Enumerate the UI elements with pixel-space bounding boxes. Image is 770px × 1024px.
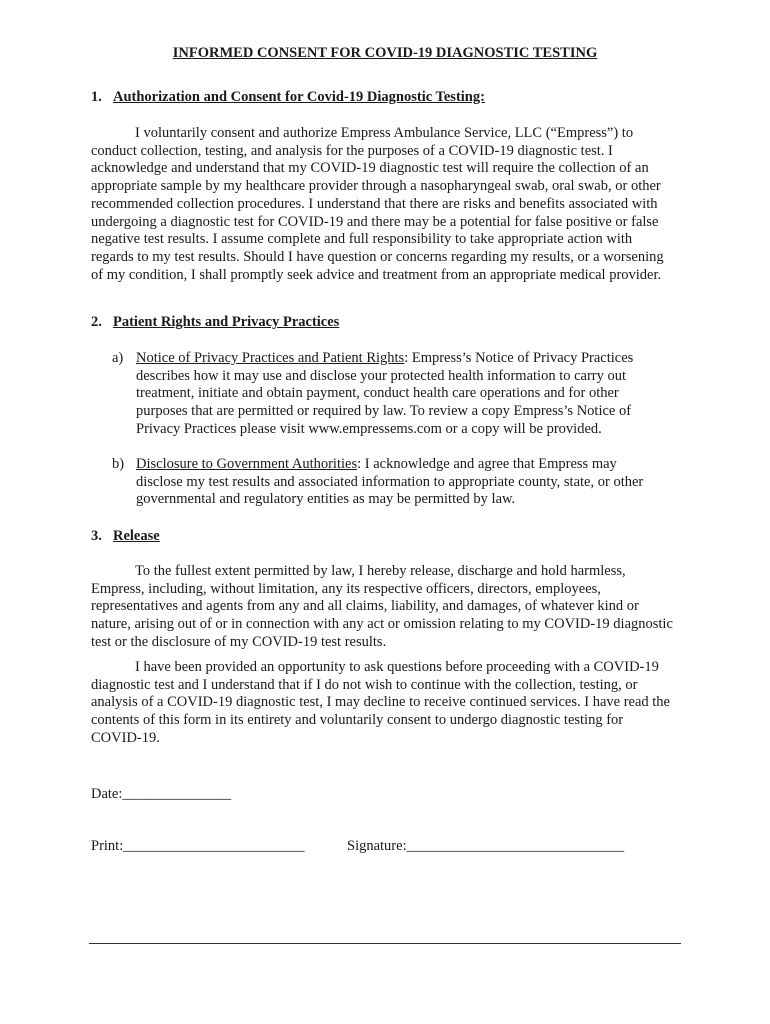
item-a-letter: a)	[112, 350, 124, 366]
section-2-heading	[91, 314, 339, 331]
item-a-text: : Empress’s Notice of Privacy Practices describes how it may use and disclose your protected health information to carry out treatment, initiate and obtain payment, conduct health care operations and for other purposes that are permitted or required by law. To review a copy Empress’s Notice of Privacy Practices please visit www.empressems.com or a copy will be provided.	[136, 350, 634, 437]
item-b-letter: b)	[112, 456, 125, 472]
print-name-field[interactable]: Print:_________________________	[91, 838, 305, 854]
section-3-title: Release	[113, 528, 160, 544]
section-1-title: Authorization and Consent for Covid-19 Diagnostic Testing:	[113, 89, 485, 105]
section-2-item-b	[112, 456, 667, 509]
date-field[interactable]: Date:_______________	[91, 786, 232, 802]
section-1-paragraph: I voluntarily consent and authorize Empress Ambulance Service, LLC (“Empress”) to conduct collection, testing, and analysis for the purposes of a COVID-19 diagnostic test. I acknowledge and understand that my COVID-19 diagnostic test will require the collection of an appropriate sample by my healthcare provider through a nasopharyngeal swab, oral swab, or other recommended collection procedures. I understand that there are risks and benefits associated with undergoing a diagnostic test for COVID-19 and there may be a potential for false positive or false negative test results. I assume complete and full responsibility to take appropriate action with regards to my test results. Should I have question or concerns regarding my results, or a worsening of my condition, I shall promptly seek advice and treatment from an appropriate medical provider.	[91, 125, 664, 283]
section-2-title: Patient Rights and Privacy Practices	[113, 314, 340, 330]
section-2-item-a	[112, 350, 667, 439]
section-3-paragraph-1: To the fullest extent permitted by law, I hereby release, discharge and hold harmless, Empress, including, without limitation, any its respective officers, directors, employees, representatives and agents from any and all claims, liability, and damages, of whatever kind or nature, arising out of or in connection with any act or omission relating to my COVID-19 diagnostic test or the disclosure of my COVID-19 test results.	[91, 563, 673, 650]
footer-rule	[89, 943, 681, 944]
item-a-label: Notice of Privacy Practices and Patient Rights	[136, 350, 405, 366]
section-2-number: 2.	[91, 314, 102, 330]
section-1-heading	[91, 89, 485, 106]
section-3-paragraph-2: I have been provided an opportunity to ask questions before proceeding with a COVID-19 diagnostic test and I understand that if I do not wish to continue with the collection, testing, or analysis of a COVID-19 diagnostic test, I may decline to receive continued services. I have read the contents of this form in its entirety and voluntarily consent to undergo diagnostic testing for COVID-19.	[91, 659, 670, 746]
item-b-text: : I acknowledge and agree that Empress may disclose my test results and associated information to appropriate county, state, or other governmental and regulatory entities as may be permitted by law.	[136, 456, 644, 508]
document-title: INFORMED CONSENT FOR COVID-19 DIAGNOSTIC TESTING	[172, 45, 598, 61]
signature-field[interactable]: Signature:______________________________	[347, 838, 625, 854]
section-3-heading	[91, 528, 160, 545]
item-b-label: Disclosure to Government Authorities	[136, 456, 358, 472]
section-1-number: 1.	[91, 89, 102, 105]
section-3-number: 3.	[91, 528, 102, 544]
